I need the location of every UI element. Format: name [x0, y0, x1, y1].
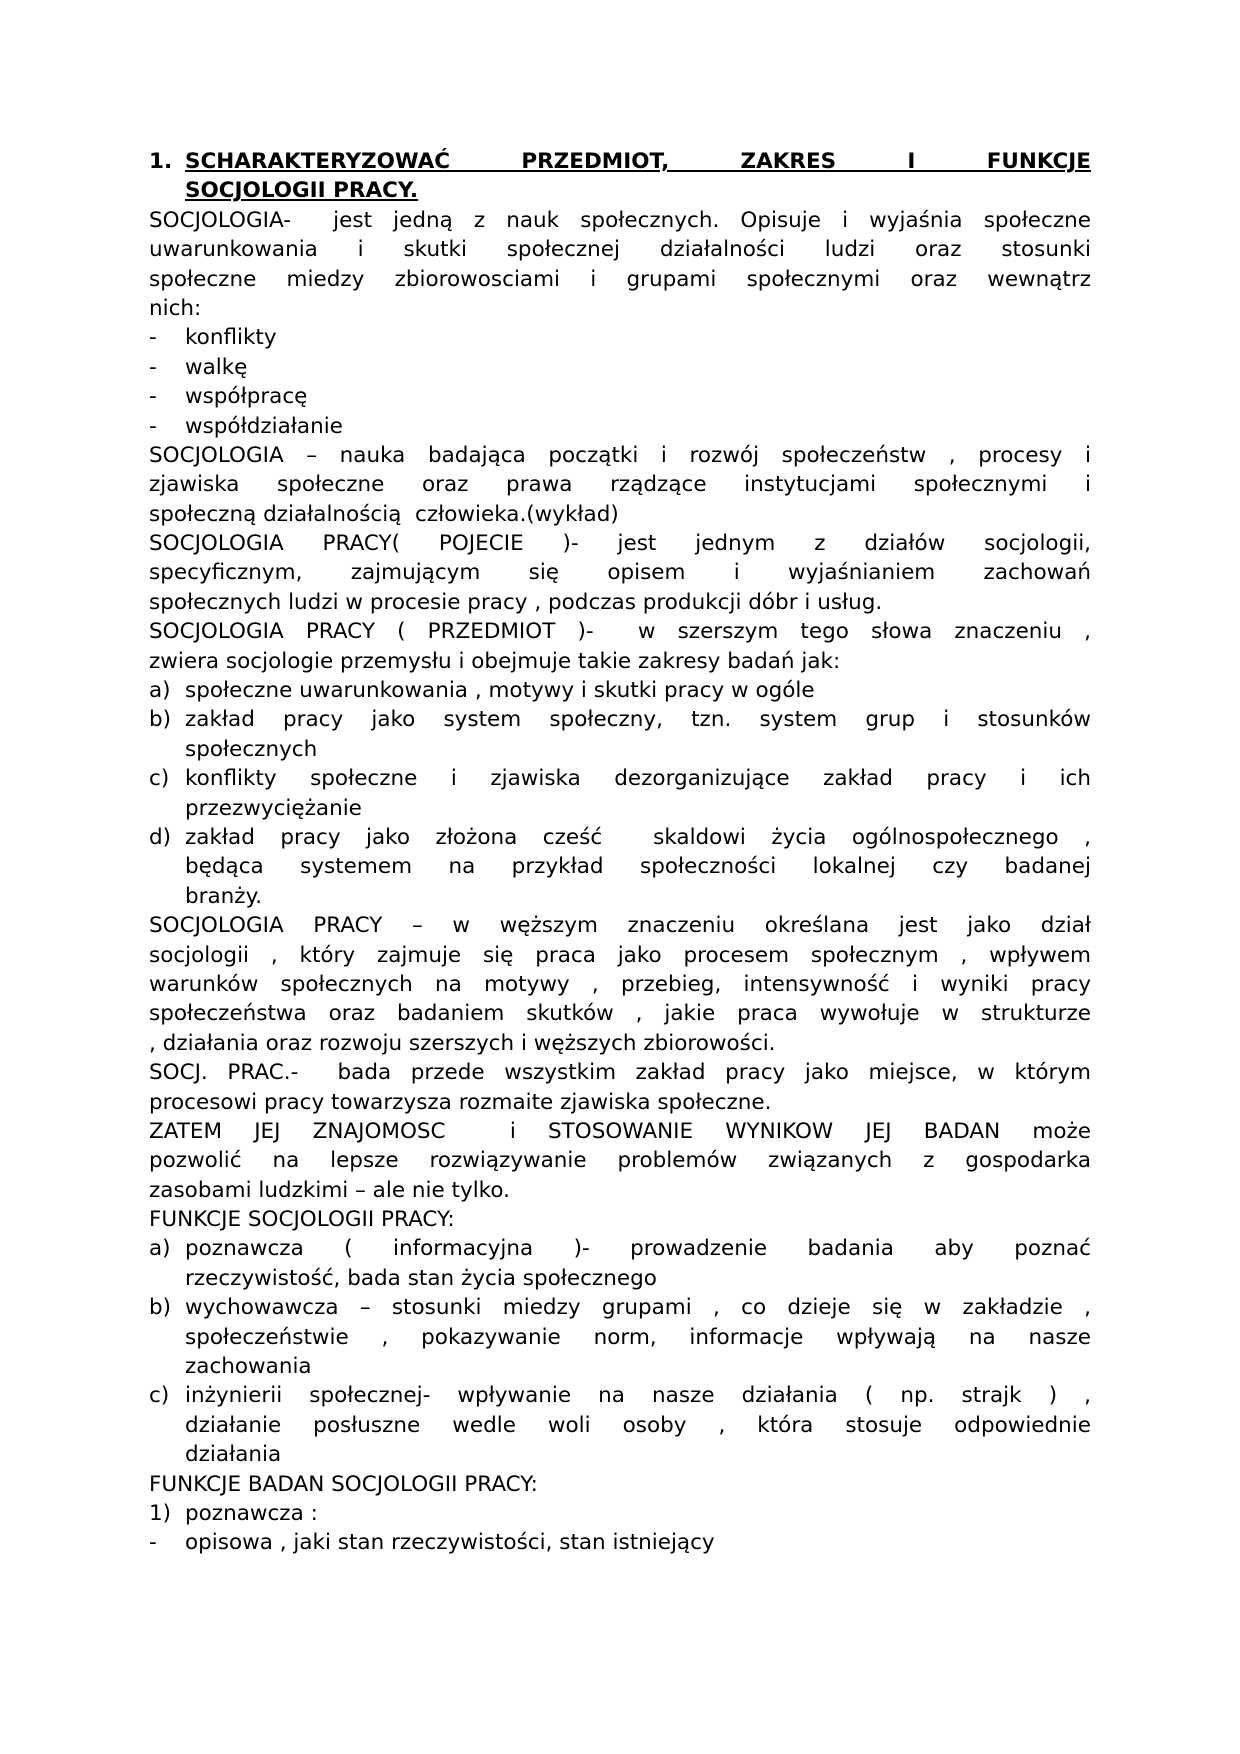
text-line: społecznych ludzi w procesie pracy , podczas produkcji dóbr i usług. [149, 589, 883, 615]
text-line: , działania oraz rozwoju szerszych i węższych zbiorowości. [149, 1030, 776, 1056]
text-line: będąca systemem na przykład społeczności lokalnej czy badanej [185, 854, 1091, 880]
text-line: branży. [185, 883, 263, 909]
text-line: poznawcza ( informacyjna )- prowadzenie badania aby poznać [185, 1236, 1091, 1262]
text-line: społeczeństwie , pokazywanie norm, informacje wpływają na nasze [185, 1324, 1091, 1350]
list-marker: - [149, 384, 157, 410]
paragraph [149, 529, 1091, 617]
text-line: socjologii , który zajmuje się praca jako procesem społecznym , wpływem [149, 942, 1091, 968]
list-item [149, 823, 1091, 911]
text-line: SOCJOLOGIA PRACY – w węższym znaczeniu określana jest jako dział [149, 913, 1091, 939]
text-line: opisowa , jaki stan rzeczywistości, stan istniejący [185, 1530, 715, 1556]
list-item [149, 353, 1091, 382]
list-item [149, 1528, 1091, 1557]
text-line: inżynierii społecznej- wpływanie na nasze działania ( np. strajk ) , [185, 1383, 1091, 1409]
list-marker: 1) [149, 1500, 172, 1526]
text-line: społeczne uwarunkowania , motywy i skutki pracy w ogóle [185, 678, 815, 704]
text-line: społeczną działalnością człowieka.(wykład) [149, 501, 619, 527]
list-marker: 1. [149, 149, 173, 174]
text-line: SOCJOLOGII PRACY. [185, 178, 419, 204]
list-item [149, 323, 1091, 352]
text-line: społeczne miedzy zbiorowosciami i grupami społecznymi oraz wewnątrz [149, 266, 1091, 292]
paragraph [149, 1470, 1091, 1499]
list-marker: - [149, 325, 157, 351]
text-line: społecznych [185, 736, 318, 762]
text-line: zwiera socjologie przemysłu i obejmuje takie zakresy badań jak: [149, 648, 841, 674]
text-line: SOCJOLOGIA PRACY( POJECIE )- jest jednym z działów socjologii, [149, 531, 1091, 557]
paragraph [149, 1205, 1091, 1234]
text-line: SCHARAKTERYZOWAĆ PRZEDMIOT, ZAKRES I FUNKCJE [185, 149, 1091, 174]
text-line: FUNKCJE BADAN SOCJOLOGII PRACY: [149, 1471, 538, 1497]
text-line: pozwolić na lepsze rozwiązywanie problemów związanych z gospodarka [149, 1148, 1091, 1174]
list-item [149, 764, 1091, 823]
text-line: SOCJ. PRAC.- bada przede wszystkim zakład pracy jako miejsce, w którym [149, 1060, 1091, 1086]
paragraph [149, 911, 1091, 1058]
section-heading [149, 147, 1091, 206]
text-line: procesowi pracy towarzysza rozmaite zjawiska społeczne. [149, 1089, 772, 1115]
list-item [149, 412, 1091, 441]
text-line: współdziałanie [185, 413, 343, 439]
paragraph [149, 617, 1091, 676]
text-line: SOCJOLOGIA- jest jedną z nauk społecznych. Opisuje i wyjaśnia społeczne [149, 207, 1091, 233]
text-line: poznawcza : [185, 1500, 318, 1526]
list-marker: c) [149, 766, 170, 792]
list-marker: a) [149, 1236, 171, 1262]
text-line: SOCJOLOGIA PRACY ( PRZEDMIOT )- w szerszym tego słowa znaczeniu , [149, 619, 1091, 645]
list-item [149, 1293, 1091, 1381]
text-line: wychowawcza – stosunki miedzy grupami , co dzieje się w zakładzie , [185, 1295, 1091, 1321]
list-marker: b) [149, 707, 172, 733]
text-line: SOCJOLOGIA – nauka badająca początki i rozwój społeczeństw , procesy i [149, 442, 1091, 468]
list-item [149, 1381, 1091, 1469]
text-line: zakład pracy jako system społeczny, tzn. system grup i stosunków [185, 707, 1091, 733]
list-marker: - [149, 1530, 157, 1556]
list-marker: b) [149, 1295, 172, 1321]
text-line: nich: [149, 295, 202, 321]
text-line: konflikty społeczne i zjawiska dezorganizujące zakład pracy i ich [185, 766, 1091, 792]
text-line: zasobami ludzkimi – ale nie tylko. [149, 1177, 510, 1203]
text-line: konflikty [185, 325, 277, 351]
text-line: zakład pracy jako złożona cześć skaldowi życia ogólnospołecznego , [185, 824, 1091, 850]
text-line: współpracę [185, 384, 308, 410]
list-item [149, 705, 1091, 764]
list-item [149, 676, 1091, 705]
list-marker: - [149, 354, 157, 380]
list-item [149, 1234, 1091, 1293]
text-line: działania [185, 1442, 282, 1468]
list-marker: d) [149, 824, 172, 850]
paragraph [149, 1058, 1091, 1117]
text-line: warunków społecznych na motywy , przebieg, intensywność i wyniki pracy [149, 971, 1091, 997]
text-line: uwarunkowania i skutki społecznej działalności ludzi oraz stosunki [149, 237, 1091, 263]
paragraph [149, 1117, 1091, 1205]
list-marker: a) [149, 678, 171, 704]
list-item [149, 1499, 1091, 1528]
text-line: FUNKCJE SOCJOLOGII PRACY: [149, 1207, 455, 1233]
document-page [149, 147, 1091, 1558]
text-line: zachowania [185, 1354, 312, 1380]
paragraph [149, 206, 1091, 324]
text-line: walkę [185, 354, 248, 380]
list-item [149, 382, 1091, 411]
text-line: przezwyciężanie [185, 795, 362, 821]
text-line: działanie posłuszne wedle woli osoby , która stosuje odpowiednie [185, 1412, 1091, 1438]
text-line: społeczeństwa oraz badaniem skutków , jakie praca wywołuje w strukturze [149, 1001, 1091, 1027]
list-marker: - [149, 413, 157, 439]
text-line: zjawiska społeczne oraz prawa rządzące instytucjami społecznymi i [149, 472, 1091, 498]
text-line: specyficznym, zajmującym się opisem i wyjaśnianiem zachowań [149, 560, 1091, 586]
text-line: rzeczywistość, bada stan życia społecznego [185, 1265, 657, 1291]
list-marker: c) [149, 1383, 170, 1409]
text-line: ZATEM JEJ ZNAJOMOSC i STOSOWANIE WYNIKOW JEJ BADAN może [149, 1118, 1091, 1144]
paragraph [149, 441, 1091, 529]
